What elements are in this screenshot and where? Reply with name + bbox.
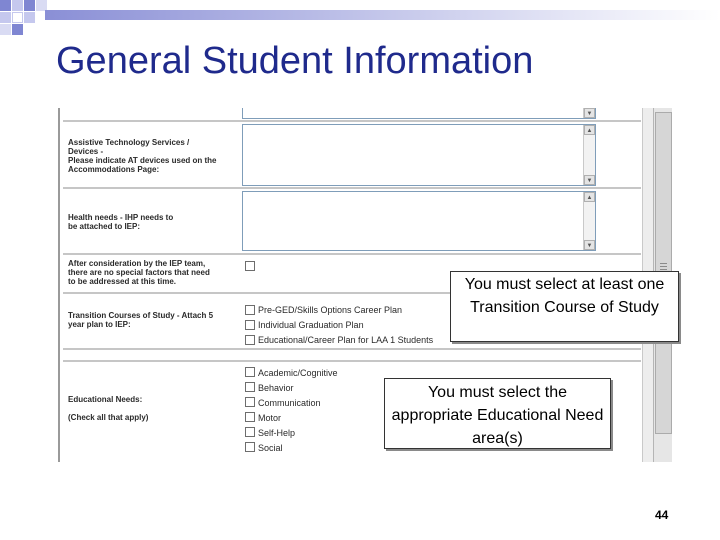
transition-option-laa: Educational/Career Plan for LAA 1 Students — [258, 335, 434, 345]
previous-field-scrollbar[interactable] — [583, 108, 595, 118]
transition-callout: You must select at least one Transition Course of Study — [450, 271, 679, 342]
transition-label: Transition Courses of Study - Attach 5 year plan to IEP: — [68, 311, 214, 329]
educational-option-academic: Academic/Cognitive — [258, 368, 338, 378]
educational-checkbox-social[interactable] — [245, 442, 255, 452]
previous-field-textarea[interactable] — [242, 108, 596, 119]
educational-checkbox-motor[interactable] — [245, 412, 255, 422]
educational-option-behavior: Behavior — [258, 383, 294, 393]
corner-decoration — [0, 0, 60, 40]
scroll-grip-icon — [660, 263, 667, 264]
scroll-down-icon[interactable]: ▼ — [584, 175, 595, 185]
educational-checkbox-behavior[interactable] — [245, 382, 255, 392]
educational-option-motor: Motor — [258, 413, 282, 423]
row-divider — [63, 348, 641, 350]
educational-checkbox-communication[interactable] — [245, 397, 255, 407]
scroll-grip-icon — [660, 269, 667, 270]
assistive-tech-textarea[interactable] — [242, 124, 596, 186]
row-divider — [63, 253, 641, 255]
transition-option-graduation: Individual Graduation Plan — [258, 320, 364, 330]
transition-checkbox-graduation[interactable] — [245, 320, 255, 330]
assistive-tech-label: Assistive Technology Services / Devices - Please indicate AT devices used on the Accommodations Page: — [68, 138, 217, 174]
scroll-up-icon[interactable]: ▲ — [584, 125, 595, 135]
scroll-grip-icon — [660, 266, 667, 267]
transition-checkbox-laa[interactable] — [245, 335, 255, 345]
form-left-border — [58, 108, 60, 462]
page-number: 44 — [655, 508, 669, 522]
header-band — [45, 10, 720, 20]
row-divider — [63, 360, 641, 362]
educational-option-self-help: Self-Help — [258, 428, 296, 438]
health-needs-scrollbar[interactable] — [583, 192, 595, 250]
slide-title: General Student Information — [56, 40, 534, 82]
educational-option-communication: Communication — [258, 398, 321, 408]
row-divider — [63, 187, 641, 189]
check-all-label: (Check all that apply) — [68, 413, 149, 422]
educational-checkbox-self-help[interactable] — [245, 427, 255, 437]
scroll-down-icon[interactable]: ▼ — [584, 108, 595, 118]
health-needs-textarea[interactable] — [242, 191, 596, 251]
educational-option-social: Social — [258, 443, 283, 453]
row-divider — [63, 120, 641, 122]
special-factors-checkbox[interactable] — [245, 261, 255, 271]
special-factors-label: After consideration by the IEP team, there are no special factors that need to be addressed at this time. — [68, 259, 210, 286]
assistive-tech-scrollbar[interactable] — [583, 125, 595, 185]
scroll-up-icon[interactable]: ▲ — [584, 192, 595, 202]
educational-needs-label: Educational Needs: — [68, 395, 143, 404]
educational-checkbox-academic[interactable] — [245, 367, 255, 377]
health-needs-label: Health needs - IHP needs to be attached to IEP: — [68, 213, 174, 231]
educational-callout: You must select the appropriate Educational Need area(s) — [384, 378, 611, 449]
transition-option-pre-ged: Pre-GED/Skills Options Career Plan — [258, 305, 403, 315]
scroll-down-icon[interactable]: ▼ — [584, 240, 595, 250]
transition-checkbox-pre-ged[interactable] — [245, 305, 255, 315]
